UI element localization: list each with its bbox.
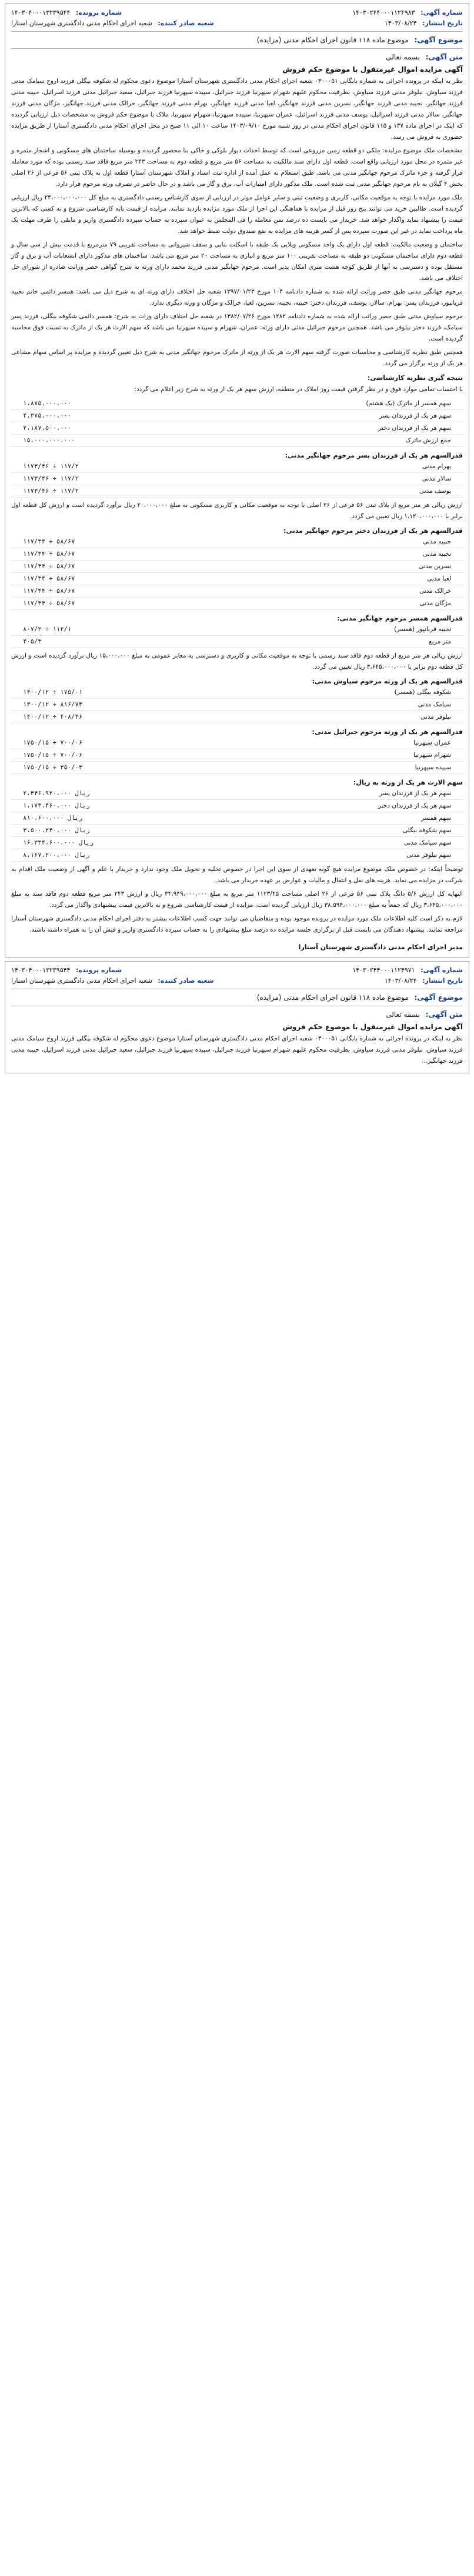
- case-number-label: شماره پرونده:: [75, 966, 122, 974]
- section-title: قدرالسهم هر یک از ورثه مرحوم جبرائیل مدنی:: [312, 728, 463, 736]
- notice-meta-row-1: [11, 8, 463, 18]
- calc-value: ۱۷۵۰/۱۵ ÷ ۷۰۰/۰۶: [23, 739, 83, 746]
- calc-row: [11, 548, 463, 560]
- case-number: [11, 8, 122, 18]
- divider: [11, 48, 463, 49]
- calc-label: جمع ارزش ماترک: [405, 437, 451, 444]
- calc-label: شکوفه بیگلی (همسر): [394, 689, 451, 696]
- notice-body-header: [11, 51, 463, 63]
- calc-row: [11, 598, 463, 610]
- calc-label: عمران سپهرنیا: [413, 739, 451, 746]
- calc-label: یوسف مدنی: [419, 488, 451, 495]
- calc-row: [11, 636, 463, 648]
- calc-row: [11, 422, 463, 435]
- calc-value: ۱،۸۷۵،۰۰۰،۰۰۰: [23, 400, 72, 407]
- publish-date-value: ۱۴۰۳/۰۸/۲۴: [384, 977, 417, 985]
- paragraph: مرحوم جهانگیر مدنی طبق حصر وراثت ارائه شده به شماره دادنامه ۱۰۴ مورخ ۱۳۹۷/۰۱/۲۳ شعبه حل اختلاف دارای ورثه ای به شرح ذیل می باشد: همسر دائمی خانم نجیبه قربانپور، فرزندان پسر: بهرام، سالار، یوسف، فرزندان دختر: حبیبه، نجیبه، نسرین، لعیا، خرالک و مژگان و ورثه دیگری ندارد.: [11, 288, 463, 306]
- section-title: قدرالسهم هر یک از فرزندان دختر مرحوم جهانگیر مدنی:: [283, 527, 463, 535]
- notice-number: [352, 965, 463, 976]
- calc-label: شهرام سپهرنیا: [413, 752, 451, 759]
- divider: [11, 31, 463, 32]
- calc-label: سیامک مدنی: [418, 701, 451, 708]
- issuing-court: [11, 18, 214, 29]
- notice-subject: [11, 992, 463, 1003]
- calc-label: سهم شکوفه بیگلی: [402, 827, 451, 834]
- calc-row: [11, 398, 463, 410]
- paragraph: ملک مورد مزایده با توجه به موقعیت مکانی، کاربری و وضعیت ثبتی و سایر عوامل موثر در ارزیابی از سوی کارشناس رسمی دادگستری به مبلغ کل ۲۴،۰۰۰،۰۰۰،۰۰۰ ریال ارزیابی گردیده است. طالبین خرید می توانند پنج روز قبل از مزایده با هماهنگی این اجرا از ملک مورد مزایده بازدید نمایند. مزایده از قیمت پایه کارشناسی شروع و به کسی که بالاترین قیمت را پیشنهاد نماید واگذار خواهد شد. خریدار می بایست ده درصد ثمن معامله را فی المجلس به عنوان سپرده به حساب سپرده دادگستری واریز و مابقی را ظرف مهلت یک ماه پرداخت نماید در غیر این صورت سپرده پس از کسر هزینه های مزایده به نفع صندوق دولت ضبط خواهد شد.: [11, 194, 463, 235]
- issuing-court: [11, 976, 214, 986]
- calc-label: سهم هر یک از فرزندان دختر: [378, 425, 451, 432]
- calc-table-f: [11, 737, 463, 774]
- calc-label: نجیبه قربانپور (همسر): [394, 626, 451, 633]
- calc-value: ۱۶،۳۳۴،۶۰۰،۰۰۰ ریال: [23, 839, 94, 846]
- subject-label: موضوع آگهی:: [414, 36, 463, 44]
- calc-row: [11, 762, 463, 774]
- calc-value: ۱۱۷/۳۴ ÷ ۵۸/۶۷: [23, 588, 75, 595]
- section-title: قدرالسهم هر یک از ورثه مرحوم سیاوش مدنی:: [312, 678, 463, 685]
- calc-row: [11, 536, 463, 548]
- calc-label: سهم هر یک از فرزندان پسر: [379, 790, 451, 797]
- publish-date-label: تاریخ انتشار:: [422, 977, 463, 985]
- calc-row: [11, 623, 463, 636]
- section-title: سهم الارث هر یک از ورثه به ریال:: [353, 779, 463, 786]
- subject-value: موضوع ماده ۱۱۸ قانون اجرای احکام مدنی (مزایده): [256, 993, 409, 1002]
- calc-label: سهم هر یک از فرزندان دختر: [378, 802, 451, 809]
- notice-card: [5, 4, 469, 957]
- calc-row: [11, 749, 463, 762]
- case-number-value: ۱۴۰۳۰۴۰۰۰۱۳۲۳۹۵۴۴: [11, 9, 71, 16]
- paragraph: ساختمان و وضعیت مالکیت: قطعه اول دارای یک واحد مسکونی ویلایی یک طبقه با اسکلت بنایی و سقف شیروانی به مساحت تقریبی ۷۹ مترمربع با قدمت بیش از سی سال و قطعه دوم دارای ساختمان مسکونی دو طبقه به مساحت تقریبی ۱۰۰ متر مربع و انباری به مساحت ۲۰ متر مربع می باشد. ساختمان های مذکور دارای انشعابات آب و برق و گاز مستقل بوده و دسترسی به آنها از طریق کوچه هشت متری امکان پذیر است. مرحوم جهانگیر مدنی فرزند محمد دارای ورثه به شرح گواهی حصر وراثت صادره از شورای حل اختلاف می باشد.: [11, 241, 463, 282]
- calc-label: سپیده سپهرنیا: [415, 764, 451, 771]
- calc-value: ۱۷۵۰/۱۵ ÷ ۷۰۰/۰۶: [23, 752, 83, 759]
- paragraph: لازم به ذکر است کلیه اطلاعات ملک مورد مزایده در پرونده موجود بوده و متقاضیان می توانند جهت کسب اطلاعات بیشتر به دفتر اجرای احکام مدنی دادگستری شهرستان آستارا مراجعه نمایند. پیشنهاد دهندگان می بایست قبل از برگزاری جلسه مزایده ده درصد مبلغ پیشنهادی را به حساب سپرده دادگستری واریز و فیش آن را به همراه داشته باشند.: [11, 915, 463, 933]
- calc-row: [11, 435, 463, 447]
- calc-value: ۱۱۷۳/۴۶ ÷ ۱۱۷/۲: [23, 463, 79, 470]
- calc-label: بهرام مدنی: [422, 463, 451, 470]
- calc-label: سالار مدنی: [422, 475, 451, 482]
- calc-value: ۸۱۰،۶۰۰،۰۰۰ ریال: [23, 815, 83, 822]
- issuing-court-value: شعبه اجرای احکام مدنی دادگستری شهرستان استارا: [11, 19, 152, 27]
- paragraph: با احتساب تمامی موارد فوق و در نظر گرفتن قیمت روز املاک در منطقه، ارزش سهم هر یک از ورثه به شرح زیر اعلام می گردد:: [134, 386, 463, 393]
- calc-value: ۱۵،۰۰۰،۰۰۰،۰۰۰: [23, 437, 75, 444]
- calc-label: خرالک مدنی: [419, 588, 451, 595]
- paragraph: نظر به اینکه در پرونده اجرائی به شماره بایگانی ۰۳۰۰۰۵۱ شعبه اجرای احکام مدنی دادگستری شهرستان آستارا موضوع دعوی محکوم له شکوفه بیگلی فرزند اروج سیامک مدنی فرزند سیاوش، نیلوفر مدنی فرزند سیاوش، بطرفیت محکوم علیهم شهرام سپهرنیا فرزند جبرائیل، سپیده سپهرنیا فرزند جبرائیل، سعید جبرائیل مدنی فرزند اسرائیل، حبیبه مدنی فرزند جهانگیر...: [11, 1035, 463, 1065]
- calc-label: مژگان مدنی: [419, 600, 451, 607]
- calc-row: [11, 812, 463, 825]
- notice-heading: آگهی مزایده اموال غیرمنقول با موضوع حکم فروش: [282, 65, 463, 74]
- paragraph: نظر به اینکه در پرونده اجرائی به شماره بایگانی ۰۳۰۰۰۵۱ شعبه اجرای احکام مدنی دادگستری شهرستان آستارا موضوع دعوی محکوم له شکوفه بیگلی فرزند اروج سیامک مدنی فرزند سیاوش، نیلوفر مدنی فرزند سیاوش، بطرفیت محکوم علیهم شهرام سپهرنیا فرزند جبرائیل، سپیده سپهرنیا فرزند جبرائیل، سعید جبرائیل مدنی فرزند اسرائیل، حبیبه مدنی فرزند جهانگیر، نجیبه مدنی فرزند جهانگیر، نسرین مدنی فرزند جهانگیر، لعیا مدنی فرزند جهانگیر، بهرام مدنی فرزند جهانگیر، خرالک مدنی فرزند جهانگیر، مژگان مدنی فرزند جهانگیر، سالار مدنی فرزند اسرائیل، یوسف مدنی فرزند اسرائیل، عمران سپهرنیا، سپیده سپهرنیا، شهرام سپهرنیا، ملاک با موضوع حکم فروش به مشخصات ذیل ارزیابی گردیده که اینک در اجرای ماده ۱۳۷ و ۱۱۵ قانون اجرای احکام مدنی در روز شنبه مورخ ۱۴۰۳/۰۹/۱۰ ساعت ۱۰ الی ۱۱ صبح در محل اجرای احکام مدنی دادگستری آستارا از طریق مزایده حضوری به فروش می رسد.: [11, 78, 463, 141]
- calc-label: سهم همسر: [421, 815, 451, 822]
- subject-value: موضوع ماده ۱۱۸ قانون اجرای احکام مدنی (مزایده): [256, 36, 409, 44]
- publish-date: [385, 18, 463, 29]
- issuing-court-value: شعبه اجرای احکام مدنی دادگستری شهرستان استارا: [11, 977, 152, 985]
- paragraph: النهایه کل ارزش ۵/۶ دانگ پلاک ثبتی ۵۶ فرعی از ۲۶ اصلی مساحت ۱۱۲۳/۴۵ متر مربع به مبلغ ۳۴،۹۴۹،۰۰۰،۰۰۰ ریال و ارزش ۲۴۳ متر مربع قطعه دوم فاقد سند به مبلغ ۳،۶۴۵،۰۰۰،۰۰۰ ریال که جمعاً به مبلغ ۳۸،۵۹۴،۰۰۰،۰۰۰ ریال ارزیابی گردیده است. مزایده از قیمت کارشناسی شروع و به بالاترین قیمت پیشنهادی واگذار می گردد.: [11, 890, 463, 909]
- page: [0, 4, 474, 2576]
- calc-value: ۴۰۵/۳: [23, 638, 42, 645]
- calc-value: ۴،۳۷۵،۰۰۰،۰۰۰: [23, 412, 72, 419]
- notice-number-value: ۱۴۰۳۰۲۴۴۰۰۰۱۱۲۴۹۸۳: [352, 9, 415, 16]
- paragraph: مشخصات ملک موضوع مزایده: ملکی دو قطعه زمین مزروعی است که توسط احداث دیوار بلوکی و خاکی بنا محصور گردیده و بوسیله ساختمان های مسکونی و اشجار مثمره و غیر مثمره در محل مورد ارزیابی واقع است. قطعه اول دارای سند مالکیت به مساحت ۵۶ متر مربع و قطعه دوم به مساحت ۲۴۳ متر مربع فاقد سند رسمی بوده که مورد معامله قرار گرفته و جزء ماترک مرحوم جهانگیر مدنی می باشد. طبق استعلام به عمل آمده از اداره ثبت اسناد و املاک شهرستان آستارا قطعه اول به پلاک ثبتی ۵۶ فرعی از ۲۶ اصلی بخش ۴ گیلان به نام مرحوم جهانگیر مدنی ثبت شده است. ملک مذکور دارای امتیازات آب، برق و گاز می باشد و در حال حاضر در تصرف ورثه مرحوم قرار دارد.: [11, 147, 463, 188]
- calc-value: ۱۱۷/۳۴ ÷ ۵۸/۶۷: [23, 600, 75, 607]
- calc-label: سهم هر یک از فرزندان پسر: [379, 412, 451, 419]
- calc-row: [11, 711, 463, 723]
- body-label: متن آگهی:: [425, 1010, 463, 1019]
- calc-row: [11, 560, 463, 573]
- case-number-label: شماره پرونده:: [75, 9, 122, 16]
- calc-label: نیلوفر مدنی: [420, 713, 451, 720]
- calc-value: ۱۱۷/۳۴ ÷ ۵۸/۶۷: [23, 550, 75, 558]
- paragraph: همچنین طبق نظریه کارشناسی و محاسبات صورت گرفته سهم الارث هر یک از ورثه از ماترک مرحوم جهانگیر مدنی به شرح ذیل تعیین گردیده و مزایده بر اساس سهام مشاعی هر یک از ورثه برگزار می گردد.: [11, 349, 463, 367]
- calc-label: سهم سیامک مدنی: [403, 839, 451, 846]
- notice-meta-row-2: [11, 18, 463, 29]
- calc-table-b: [11, 461, 463, 498]
- calc-row: [11, 585, 463, 598]
- calc-table-c: [11, 536, 463, 610]
- paragraph: توضیحاً اینکه: در خصوص ملک موضوع مزایده هیچ گونه تعهدی از سوی این اجرا در خصوص تخلیه و تحویل ملک وجود ندارد و خریدار با علم و آگهی از وضعیت ملک اقدام به شرکت در مزایده می نماید. هزینه های نقل و انتقال و مالیات و عوارض بر عهده خریدار می باشد.: [11, 866, 463, 884]
- paragraph: ارزش ریالی هر متر مربع از پلاک ثبتی ۵۶ فرعی از ۲۶ اصلی با توجه به موقعیت مکانی و کاربری مسکونی به مبلغ ۲۰،۰۰۰،۰۰۰ ریال برآورد گردیده است و ارزش کل قطعه اول برابر با ۱،۱۲۰،۰۰۰،۰۰۰ ریال تعیین می گردد.: [11, 502, 463, 520]
- notice-subject: [11, 34, 463, 46]
- notice-number-value: ۱۴۰۳۰۲۴۴۰۰۰۱۱۲۴۹۷۱: [352, 966, 415, 974]
- calc-row: [11, 800, 463, 812]
- calc-value: ۸۰۷/۲ ÷ ۱۱۲/۱: [23, 626, 72, 633]
- calc-value: ۱۱۷/۳۴ ÷ ۵۸/۶۷: [23, 538, 75, 545]
- notice-number-label: شماره آگهی:: [420, 966, 463, 974]
- publish-date-value: ۱۴۰۳/۰۸/۲۴: [384, 19, 417, 27]
- calc-row: [11, 686, 463, 699]
- calc-value: ۱۱۷۳/۴۶ ÷ ۱۱۷/۲: [23, 488, 79, 495]
- calc-row: [11, 699, 463, 711]
- notice-number-label: شماره آگهی:: [420, 9, 463, 16]
- calc-value: ۱۷۵۰/۱۵ ÷ ۳۵۰/۰۳: [23, 764, 83, 771]
- calc-table-a: [11, 398, 463, 447]
- calc-label: نجیبه مدنی: [423, 550, 451, 558]
- calc-row: [11, 737, 463, 749]
- paragraph: ارزش ریالی هر متر مربع از قطعه دوم فاقد سند رسمی با توجه به موقعیت مکانی و کاربری و دسترسی به معابر عمومی به مبلغ ۱۵،۰۰۰،۰۰۰ ریال برآورد گردیده است و ارزش کل قطعه دوم برابر با ۳،۶۴۵،۰۰۰،۰۰۰ ریال تعیین می گردد.: [11, 652, 463, 670]
- calc-value: ۱۱۷۳/۴۶ ÷ ۱۱۷/۲: [23, 475, 79, 482]
- calc-table-d: [11, 623, 463, 648]
- calc-value: ۱،۱۷۳،۴۶۰،۰۰۰ ریال: [23, 802, 90, 809]
- notice-heading: آگهی مزایده اموال غیرمنقول با موضوع حکم فروش: [282, 1023, 463, 1031]
- calc-row: [11, 461, 463, 473]
- calc-label: حبیبه مدنی: [423, 538, 451, 545]
- calc-row: [11, 473, 463, 485]
- body-value: بسمه تعالی: [386, 1010, 420, 1019]
- case-number: [11, 965, 122, 976]
- notice-meta-row-2: [11, 976, 463, 986]
- calc-label: متر مربع: [429, 638, 451, 645]
- calc-value: ۲،۳۴۶،۹۲۰،۰۰۰ ریال: [23, 790, 90, 797]
- calc-label: لعیا مدنی: [427, 575, 451, 582]
- case-number-value: ۱۴۰۳۰۴۰۰۰۱۳۲۳۹۵۴۴: [11, 966, 71, 974]
- issuing-court-label: شعبه صادر کننده:: [158, 977, 214, 985]
- calc-label: سهم همسر از ماترک (یک هشتم): [366, 400, 451, 407]
- section-title: نتیجه گیری نظریه کارشناسی:: [367, 374, 463, 382]
- calc-label: نسرین مدنی: [418, 563, 451, 570]
- calc-value: ۸،۱۶۷،۲۰۰،۰۰۰ ریال: [23, 852, 90, 859]
- calc-value: ۱۱۷/۳۴ ÷ ۵۸/۶۷: [23, 563, 75, 570]
- calc-value: ۱۴۰۰/۱۲ ÷ ۸۱۶/۷۳: [23, 701, 83, 708]
- calc-row: [11, 573, 463, 585]
- calc-row: [11, 788, 463, 800]
- calc-row: [11, 849, 463, 862]
- calc-label: سهم نیلوفر مدنی: [406, 852, 451, 859]
- calc-table-g: [11, 788, 463, 862]
- calc-value: ۱۴۰۰/۱۲ ÷ ۴۰۸/۳۶: [23, 713, 83, 720]
- calc-value: ۱۴۰۰/۱۲ ÷ ۱۷۵/۰۱: [23, 689, 83, 696]
- calc-value: ۲،۱۸۷،۵۰۰،۰۰۰: [23, 425, 72, 432]
- body-value: بسمه تعالی: [386, 53, 420, 61]
- calc-value: ۳،۵۰۰،۲۴۰،۰۰۰ ریال: [23, 827, 90, 834]
- body-label: متن آگهی:: [425, 53, 463, 61]
- subject-label: موضوع آگهی:: [414, 993, 463, 1002]
- paragraph: مرحوم سیاوش مدنی طبق حصر وراثت ارائه شده به شماره دادنامه ۱۲۸۲ مورخ ۱۳۸۲/۰۷/۲۶ در شعبه حل اختلاف دارای وراث به شرح: همسر دائمی شکوفه بیگلی، فرزند پسر سیامک، فرزند دختر نیلوفر می باشد. همچنین مرحوم جبرائیل مدنی دارای ورثه: عمران، شهرام و سپیده سپهرنیا می باشد که سهم الارث هر یک از ماترک به نسبت فوق محاسبه گردیده است.: [11, 313, 463, 342]
- signature: مدیر اجرای احکام مدنی دادگستری شهرستان آستارا: [298, 943, 463, 951]
- notice-card: [5, 961, 469, 1073]
- calc-row: [11, 410, 463, 422]
- publish-date-label: تاریخ انتشار:: [422, 19, 463, 27]
- calc-row: [11, 837, 463, 849]
- notice-number: [352, 8, 463, 18]
- notice-body-header: [11, 1009, 463, 1020]
- calc-row: [11, 825, 463, 837]
- publish-date: [385, 976, 463, 986]
- calc-table-e: [11, 686, 463, 723]
- issuing-court-label: شعبه صادر کننده:: [158, 19, 214, 27]
- calc-value: ۱۱۷/۳۴ ÷ ۵۸/۶۷: [23, 575, 75, 582]
- section-title: قدرالسهم هر یک از فرزندان پسر مرحوم جهانگیر مدنی:: [285, 452, 463, 459]
- section-title: قدرالسهم همسر مرحوم جهانگیر مدنی:: [337, 615, 463, 622]
- calc-row: [11, 485, 463, 498]
- notice-meta-row-1: [11, 965, 463, 976]
